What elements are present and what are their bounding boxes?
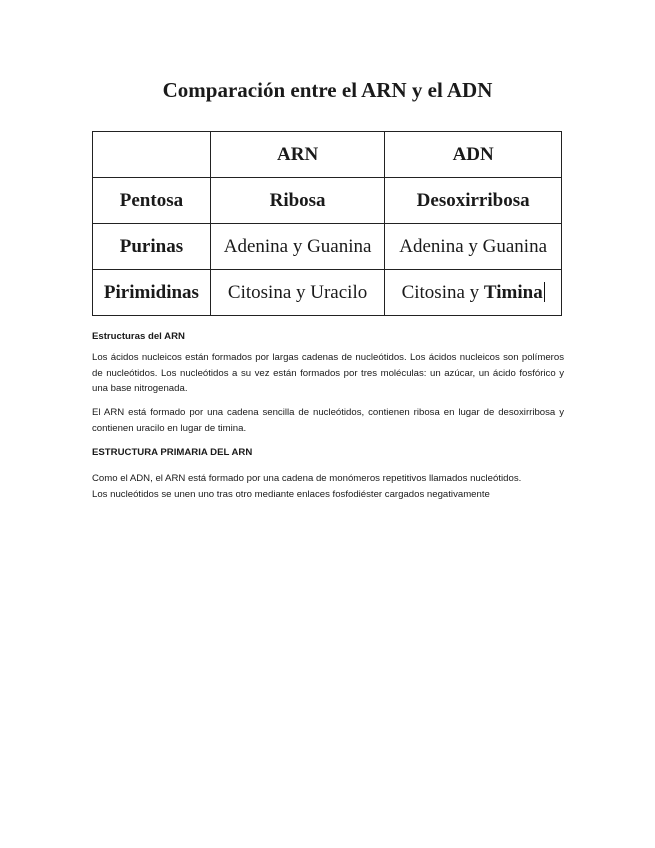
table-row — [93, 224, 562, 270]
cell-adn[interactable] — [385, 270, 562, 316]
cell-adn: Desoxirribosa — [385, 178, 562, 224]
paragraph-estructura-primaria-line2: Los nucleótidos se unen uno tras otro mediante enlaces fosfodiéster cargados negativamente — [92, 489, 490, 500]
paragraph-acidos-nucleicos: Los ácidos nucleicos están formados por largas cadenas de nucleótidos. Los ácidos nucleicos son polímeros de nucleótidos. Los nucleótidos a su vez están formados por tres moléculas: un azúcar, un ácido fosfórico y una base nitrogenada. — [92, 352, 564, 394]
table-header-row — [93, 132, 562, 178]
cell-arn: Ribosa — [210, 178, 384, 224]
cell-adn-text-part1: Citosina y — [401, 281, 484, 303]
cell-arn: Adenina y Guanina — [210, 224, 384, 270]
cell-adn: Adenina y Guanina — [385, 224, 562, 270]
paragraph-estructura-primaria-line1: Como el ADN, el ARN está formado por una cadena de monómeros repetitivos llamados nucleótidos. — [92, 473, 522, 484]
header-cell-empty — [93, 132, 211, 178]
text-cursor — [544, 282, 545, 302]
row-label: Pentosa — [93, 178, 211, 224]
section-heading-estructuras: Estructuras del ARN — [92, 331, 185, 342]
document-title: Comparación entre el ARN y el ADN — [162, 78, 493, 102]
header-cell-adn: ADN — [385, 132, 562, 178]
paragraph-arn-cadena: El ARN está formado por una cadena sencilla de nucleótidos, contienen ribosa en lugar de desoxirribosa y contienen uracilo en lugar de timina. — [92, 407, 564, 434]
table-row — [93, 270, 562, 316]
cell-adn-text-part2: Timina — [483, 281, 543, 303]
row-label: Pirimidinas — [93, 270, 211, 316]
header-cell-arn: ARN — [210, 132, 384, 178]
section-heading-estructura-primaria: ESTRUCTURA PRIMARIA DEL ARN — [92, 447, 253, 458]
table-row — [93, 178, 562, 224]
comparison-table — [92, 131, 562, 316]
cell-arn: Citosina y Uracilo — [210, 270, 384, 316]
row-label: Purinas — [93, 224, 211, 270]
